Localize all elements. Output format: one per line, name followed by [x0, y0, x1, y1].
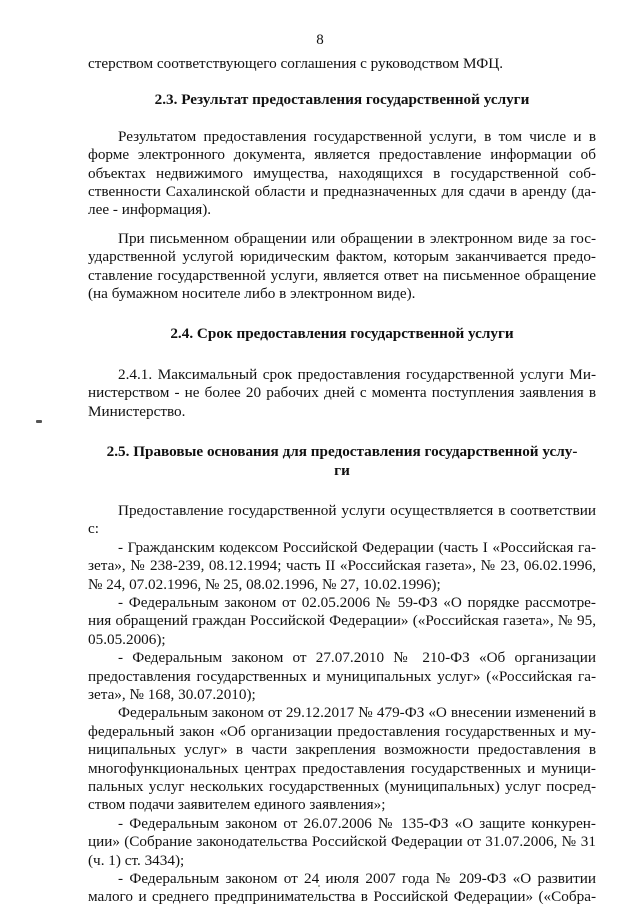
section-2-4-paragraph-1 — [88, 366, 596, 421]
text-line: (на бумажном носителе либо в электронном виде). — [88, 285, 416, 303]
document-body — [88, 55, 596, 907]
text-line: пальных услуг нескольких государственных (муниципальных) услуг посред- — [88, 778, 596, 795]
text-line: 05.05.2006); — [88, 630, 166, 648]
text-line: федеральный закон «Об организации предоставления государственных и му- — [88, 722, 596, 740]
text-line: - Гражданским кодексом Российской Федерации (часть I «Российская га- — [118, 538, 596, 556]
text-line: При письменном обращении или обращении в электронном виде за гос- — [118, 229, 596, 247]
text-line: зета», № 168, 30.07.2010); — [88, 685, 256, 703]
text-line: ции» (Собрание законодательства Российской Федерации от 31.07.2006, № 31 — [88, 833, 596, 851]
text-line: Министерство. — [88, 402, 186, 420]
page-number: 8 — [316, 32, 324, 48]
text-line: ственности Сахалинской области и предназначенных для сдачи в аренду (да- — [88, 183, 596, 201]
heading-2-4: 2.4. Срок предоставления государственной услуги — [170, 325, 514, 343]
margin-mark — [36, 420, 42, 423]
text-line: с: — [88, 520, 99, 538]
heading-2-3: 2.3. Результат предоставления государственной услуги — [154, 91, 530, 109]
text-line: № 24, 07.02.1996, № 25, 08.02.1996, № 27, 10.02.1996); — [88, 575, 441, 593]
text-line: Результатом предоставления государственной услуги, в том числе и в — [118, 127, 596, 145]
section-2-3-paragraph-2 — [88, 230, 596, 304]
intro-line: стерством соответствующего соглашения с руководством МФЦ. — [88, 55, 504, 72]
law-item-civil-code — [88, 539, 596, 594]
text-line: - Федеральным законом от 26.07.2006 № 135-ФЗ «О защите конкурен- — [118, 814, 596, 832]
text-line: малого и среднего предпринимательства в Российской Федерации» («Собра- — [88, 888, 596, 906]
heading-2-5-line-2: ги — [334, 461, 350, 479]
text-line: ниципальных услуг» в части закрепления возможности предоставления в — [88, 741, 596, 759]
text-line: ставление государственной услуги, является ответ на письменное обращение — [88, 266, 596, 284]
heading-2-5-line-1: 2.5. Правовые основания для предоставления государственной услу- — [106, 443, 578, 461]
law-item-209-fz — [88, 870, 596, 907]
section-2-3-paragraph-1 — [88, 128, 596, 220]
law-item-479-fz — [88, 704, 596, 814]
text-line: ством подачи заявителем единого заявления»; — [88, 796, 386, 814]
law-item-210-fz — [88, 649, 596, 704]
text-line: ударственной услугой юридическим фактом, которым заканчивается предо- — [88, 248, 596, 266]
text-line: - Федеральным законом от 27.07.2010 № 210-ФЗ «Об организации — [118, 649, 596, 667]
text-line: Предоставление государственной услуги осуществляется в соответствии — [118, 501, 596, 519]
text-line: Федеральным законом от 29.12.2017 № 479-ФЗ «О внесении изменений в — [118, 704, 596, 722]
text-line: 2.4.1. Максимальный срок предоставления государственной услуги Ми- — [118, 365, 596, 383]
section-2-5-intro — [88, 502, 596, 539]
text-line: - Федеральным законом от 24 июля 2007 года № 209-ФЗ «О развитии — [118, 870, 596, 888]
text-line: нистерством - не более 20 рабочих дней с момента поступления заявления в — [88, 384, 596, 402]
text-line: объектах недвижимого имущества, находящихся в государственной соб- — [88, 164, 596, 182]
text-line: форме электронного документа, является предоставление информации об — [88, 146, 596, 164]
text-line: ния обращений граждан Российской Федерации» («Российская газета», № 95, — [88, 612, 596, 630]
text-line: - Федеральным законом от 02.05.2006 № 59-ФЗ «О порядке рассмотре- — [118, 593, 596, 611]
text-line: лее - информация). — [88, 201, 212, 219]
text-line: предоставления государственных и муниципальных услуг» («Российская га- — [88, 667, 596, 685]
text-line: многофункциональных центрах предоставления государственных и муници- — [88, 759, 596, 777]
law-item-59-fz — [88, 594, 596, 649]
law-item-135-fz — [88, 815, 596, 870]
text-line: (ч. 1) ст. 3434); — [88, 851, 185, 869]
text-line: зета», № 238-239, 08.12.1994; часть II «Российская газета», № 23, 06.02.1996, — [88, 557, 596, 575]
